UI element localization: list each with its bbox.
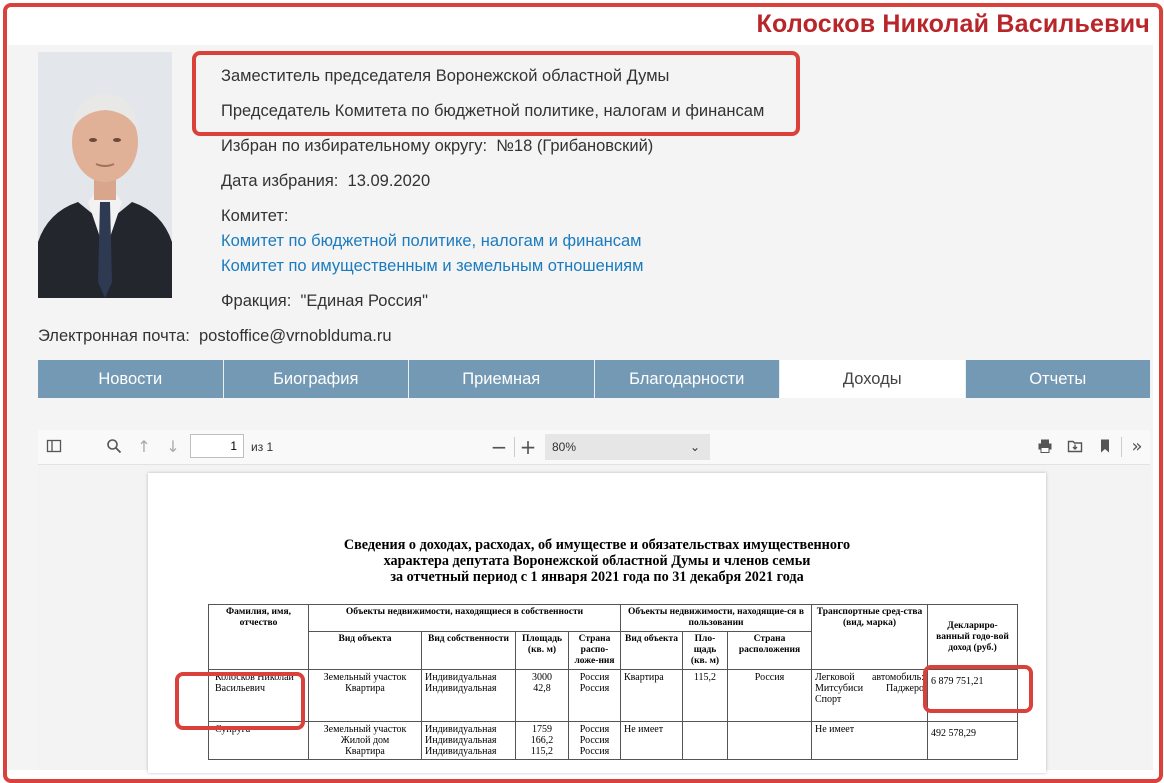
page-number-input[interactable]: 1 (190, 434, 244, 458)
table-header-row (209, 605, 1018, 632)
profile-tabs (38, 360, 1150, 398)
row-used-area (683, 722, 728, 760)
committee-link-property[interactable]: Комитет по имущественным и земельным отношениям (221, 257, 644, 275)
email-value: postoffice@vrnoblduma.ru (199, 327, 392, 345)
cell-text: Россия (579, 672, 610, 683)
print-icon[interactable] (1036, 438, 1054, 456)
toolbar-divider (514, 437, 515, 457)
search-icon[interactable] (105, 438, 123, 456)
row-income: 6 879 751,21 (928, 670, 1018, 722)
header-owned: Объекты недвижимости, находящиеся в собственности (309, 605, 621, 632)
save-icon[interactable] (1066, 438, 1084, 456)
declaration-table (208, 604, 1018, 760)
positions-highlight (192, 51, 800, 136)
document-title (148, 537, 1046, 585)
email-label: Электронная почта: (38, 327, 190, 345)
cell-text: Индивидуальная (425, 683, 497, 694)
page-count: из 1 (251, 440, 274, 454)
row-owned-type (309, 670, 422, 722)
cell-text: Индивидуальная (425, 746, 497, 757)
row-owned-area (516, 722, 569, 760)
cell-text: Россия (579, 735, 610, 746)
header-owned-ownership: Вид собственности (422, 632, 516, 670)
row-owned-area (516, 670, 569, 722)
header-name: Фамилия, имя, отчество (209, 605, 309, 670)
zoom-out-icon[interactable]: − (490, 435, 508, 459)
committee-label: Комитет: (221, 207, 289, 225)
pdf-toolbar (38, 430, 1150, 465)
cell-text: Россия (579, 683, 610, 694)
header-owned-type: Вид объекта (309, 632, 422, 670)
cell-text: Россия (579, 746, 610, 757)
arrow-down-icon[interactable]: ↓ (166, 437, 180, 456)
row-owned-country (569, 670, 621, 722)
committee-link-budget[interactable]: Комитет по бюджетной политике, налогам и финансам (221, 232, 642, 250)
row-owned-ownership (422, 722, 516, 760)
position-2: Председатель Комитета по бюджетной политике, налогам и финансам (221, 102, 765, 120)
header-used-country: Страна расположения (728, 632, 812, 670)
header-transport: Транспортные сред-ства (вид, марка) (812, 605, 928, 670)
position-1: Заместитель председателя Воронежской областной Думы (221, 67, 670, 85)
deputy-name: Колосков Николай Васильевич (756, 10, 1150, 38)
cell-text: Россия (579, 724, 610, 735)
row-used-country: Россия (728, 670, 812, 722)
cell-text: Жилой дом (340, 735, 390, 746)
faction-value: "Единая Россия" (300, 292, 428, 310)
deputy-photo (38, 52, 172, 298)
cell-text: 1759 (532, 724, 552, 735)
tab-thanks[interactable]: Благодарности (595, 360, 781, 398)
email-info (38, 327, 392, 346)
cell-text: 115,2 (530, 746, 554, 757)
header-used: Объекты недвижимости, находящие-ся в пользовании (621, 605, 812, 632)
tab-news[interactable]: Новости (38, 360, 224, 398)
zoom-select[interactable] (545, 434, 710, 460)
tab-reports[interactable]: Отчеты (966, 360, 1151, 398)
cell-text: Квартира (345, 683, 385, 694)
zoom-value: 80% (552, 440, 577, 454)
district-label: Избран по избирательному округу: (221, 137, 488, 155)
name-highlight (175, 672, 305, 730)
cell-text: 3000 (532, 672, 552, 683)
arrow-up-icon[interactable]: ↑ (137, 437, 151, 456)
faction-info (221, 292, 428, 311)
tab-biography[interactable]: Биография (224, 360, 410, 398)
row-transport: Легковой автомобиль: Митсубиси Паджеро Спорт (812, 670, 928, 722)
header-used-area: Пло-щадь (кв. м) (683, 632, 728, 670)
tab-reception[interactable]: Приемная (409, 360, 595, 398)
more-tools-icon[interactable]: » (1131, 436, 1143, 457)
district-value: №18 (Грибановский) (496, 137, 654, 155)
row-used-type: Квартира (621, 670, 683, 722)
table-row (209, 670, 1018, 722)
row-used-country (728, 722, 812, 760)
election-date-value: 13.09.2020 (347, 172, 431, 190)
row-used-type: Не имеет (621, 722, 683, 760)
sidebar-toggle-icon[interactable] (45, 438, 63, 456)
row-owned-type (309, 722, 422, 760)
header-income: Деклариро-ванный годо-вой доход (руб.) (928, 605, 1018, 670)
cell-text: Земельный участок (323, 672, 407, 683)
election-date-label: Дата избрания: (221, 172, 339, 190)
document-title-line-2: характера депутата Воронежской областной Думы и членов семьи (383, 553, 811, 569)
election-date-info (221, 172, 430, 191)
cell-text: 42,8 (533, 683, 551, 694)
zoom-in-icon[interactable]: + (519, 435, 537, 459)
document-title-line-1: Сведения о доходах, расходах, об имуществе и обязательствах имущественного (343, 537, 851, 553)
header-used-type: Вид объекта (621, 632, 683, 670)
header-owned-country: Страна распо-ложе-ния (569, 632, 621, 670)
cell-text: Индивидуальная (425, 724, 497, 735)
cell-text: Квартира (345, 746, 385, 757)
cell-text: 166,2 (530, 735, 554, 746)
cell-text: Земельный участок (323, 724, 407, 735)
cell-text: Индивидуальная (425, 672, 497, 683)
district-info (221, 137, 653, 156)
row-income: 492 578,29 (928, 722, 1018, 760)
row-transport: Не имеет (812, 722, 928, 760)
chevron-down-icon: ⌄ (689, 440, 700, 454)
tab-income[interactable]: Доходы (780, 360, 966, 398)
row-name: Супруга (209, 722, 309, 760)
row-owned-country (569, 722, 621, 760)
toolbar-divider-2 (1121, 437, 1122, 457)
faction-label: Фракция: (221, 292, 292, 310)
cell-text: Индивидуальная (425, 735, 497, 746)
income-highlight (923, 665, 1033, 713)
document-title-line-3: за отчетный период с 1 января 2021 года по 31 декабря 2021 года (390, 569, 804, 585)
header-owned-area: Площадь (кв. м) (516, 632, 569, 670)
row-used-area: 115,2 (683, 670, 728, 722)
row-owned-ownership (422, 670, 516, 722)
row-name: Колосков Николай Васильевич (209, 670, 309, 722)
bookmark-icon[interactable] (1096, 438, 1114, 456)
table-row (209, 722, 1018, 760)
